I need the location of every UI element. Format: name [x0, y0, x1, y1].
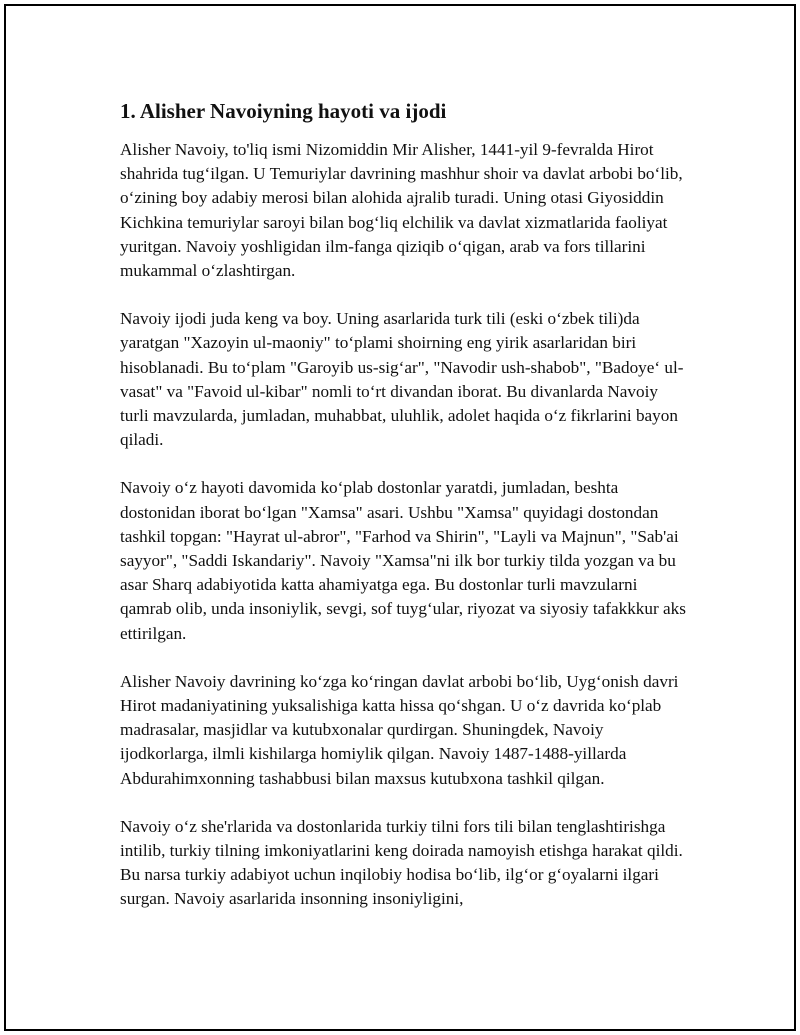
paragraph-2: Navoiy ijodi juda keng va boy. Uning asarlarida turk tili (eski o‘zbek tili)da yaratgan "Xazoyin ul-maoniy" to‘plami shoirning eng yirik asarlaridan biri hisoblanadi. Bu to‘plam "Garoyib us-sig‘ar", "Navodir ush-shabob", "Badoye‘ ul-vasat" va "Favoid ul-kibar" nomli to‘rt divandan iborat. Bu divanlarda Navoiy turli mavzularda, jumladan, muhabbat, uluhlik, adolet haqida o‘z fikrlarini bayon qiladi. — [120, 309, 684, 450]
paragraph-4: Alisher Navoiy davrining ko‘zga ko‘ringan davlat arbobi bo‘lib, Uyg‘onish davri Hirot madaniyatining yuksalishiga katta hissa qo‘shgan. U o‘z davrida ko‘plab madrasalar, masjidlar va kutubxonalar qurdirgan. Shuningdek, Navoiy ijodkorlarga, ilmli kishilarga homiylik qilgan. Navoiy 1487-1488-yillarda Abdurahimxonning tashabbusi bilan maxsus kutubxona tashkil qilgan. — [120, 671, 679, 788]
paragraph-3: Navoiy o‘z hayoti davomida ko‘plab dostonlar yaratdi, jumladan, beshta dostonidan iborat bo‘lgan "Xamsa" asari. Ushbu "Xamsa" quyidagi dostondan tashkil topgan: "Hayrat ul-abror", "Farhod va Shirin", "Layli va Majnun", "Sab'ai sayyor", "Saddi Iskandariy". Navoiy "Xamsa"ni ilk bor turkiy tilda yozgan va bu asar Sharq adabiyotida katta ahamiyatga ega. Bu dostonlar turli mavzularni qamrab olib, unda insoniylik, sevgi, sof tuyg‘ular, riyozat va siyosiy tafakkkur aks ettirilgan. — [120, 478, 686, 643]
section-heading: 1. Alisher Navoiyning hayoti va ijodi — [120, 99, 447, 123]
paragraph-5: Navoiy o‘z she'rlarida va dostonlarida turkiy tilni fors tili bilan tenglashtirishga intilib, turkiy tilning imkoniyatlarini keng doirada namoyish etishga harakat qildi. Bu narsa turkiy adabiyot uchun inqilobiy hodisa bo‘lib, ilg‘or g‘oyalarni ilgari surgan. Navoiy asarlarida insonning insoniyligini, — [120, 816, 683, 909]
document-page — [4, 4, 796, 1031]
document-body — [120, 98, 690, 936]
paragraph-1: Alisher Navoiy, to'liq ismi Nizomiddin Mir Alisher, 1441-yil 9-fevralda Hirot shahrida tug‘ilgan. U Temuriylar davrining mashhur shoir va davlat arbobi bo‘lib, o‘zining boy adabiy merosi bilan alohida ajralib turadi. Uning otasi Giyosiddin Kichkina temuriylar saroyi bilan bog‘liq elchilik va davlat xizmatlarida faoliyat yuritgan. Navoiy yoshligidan ilm-fanga qiziqib o‘qigan, arab va fors tillarini mukammal o‘zlashtirgan. — [120, 140, 683, 281]
